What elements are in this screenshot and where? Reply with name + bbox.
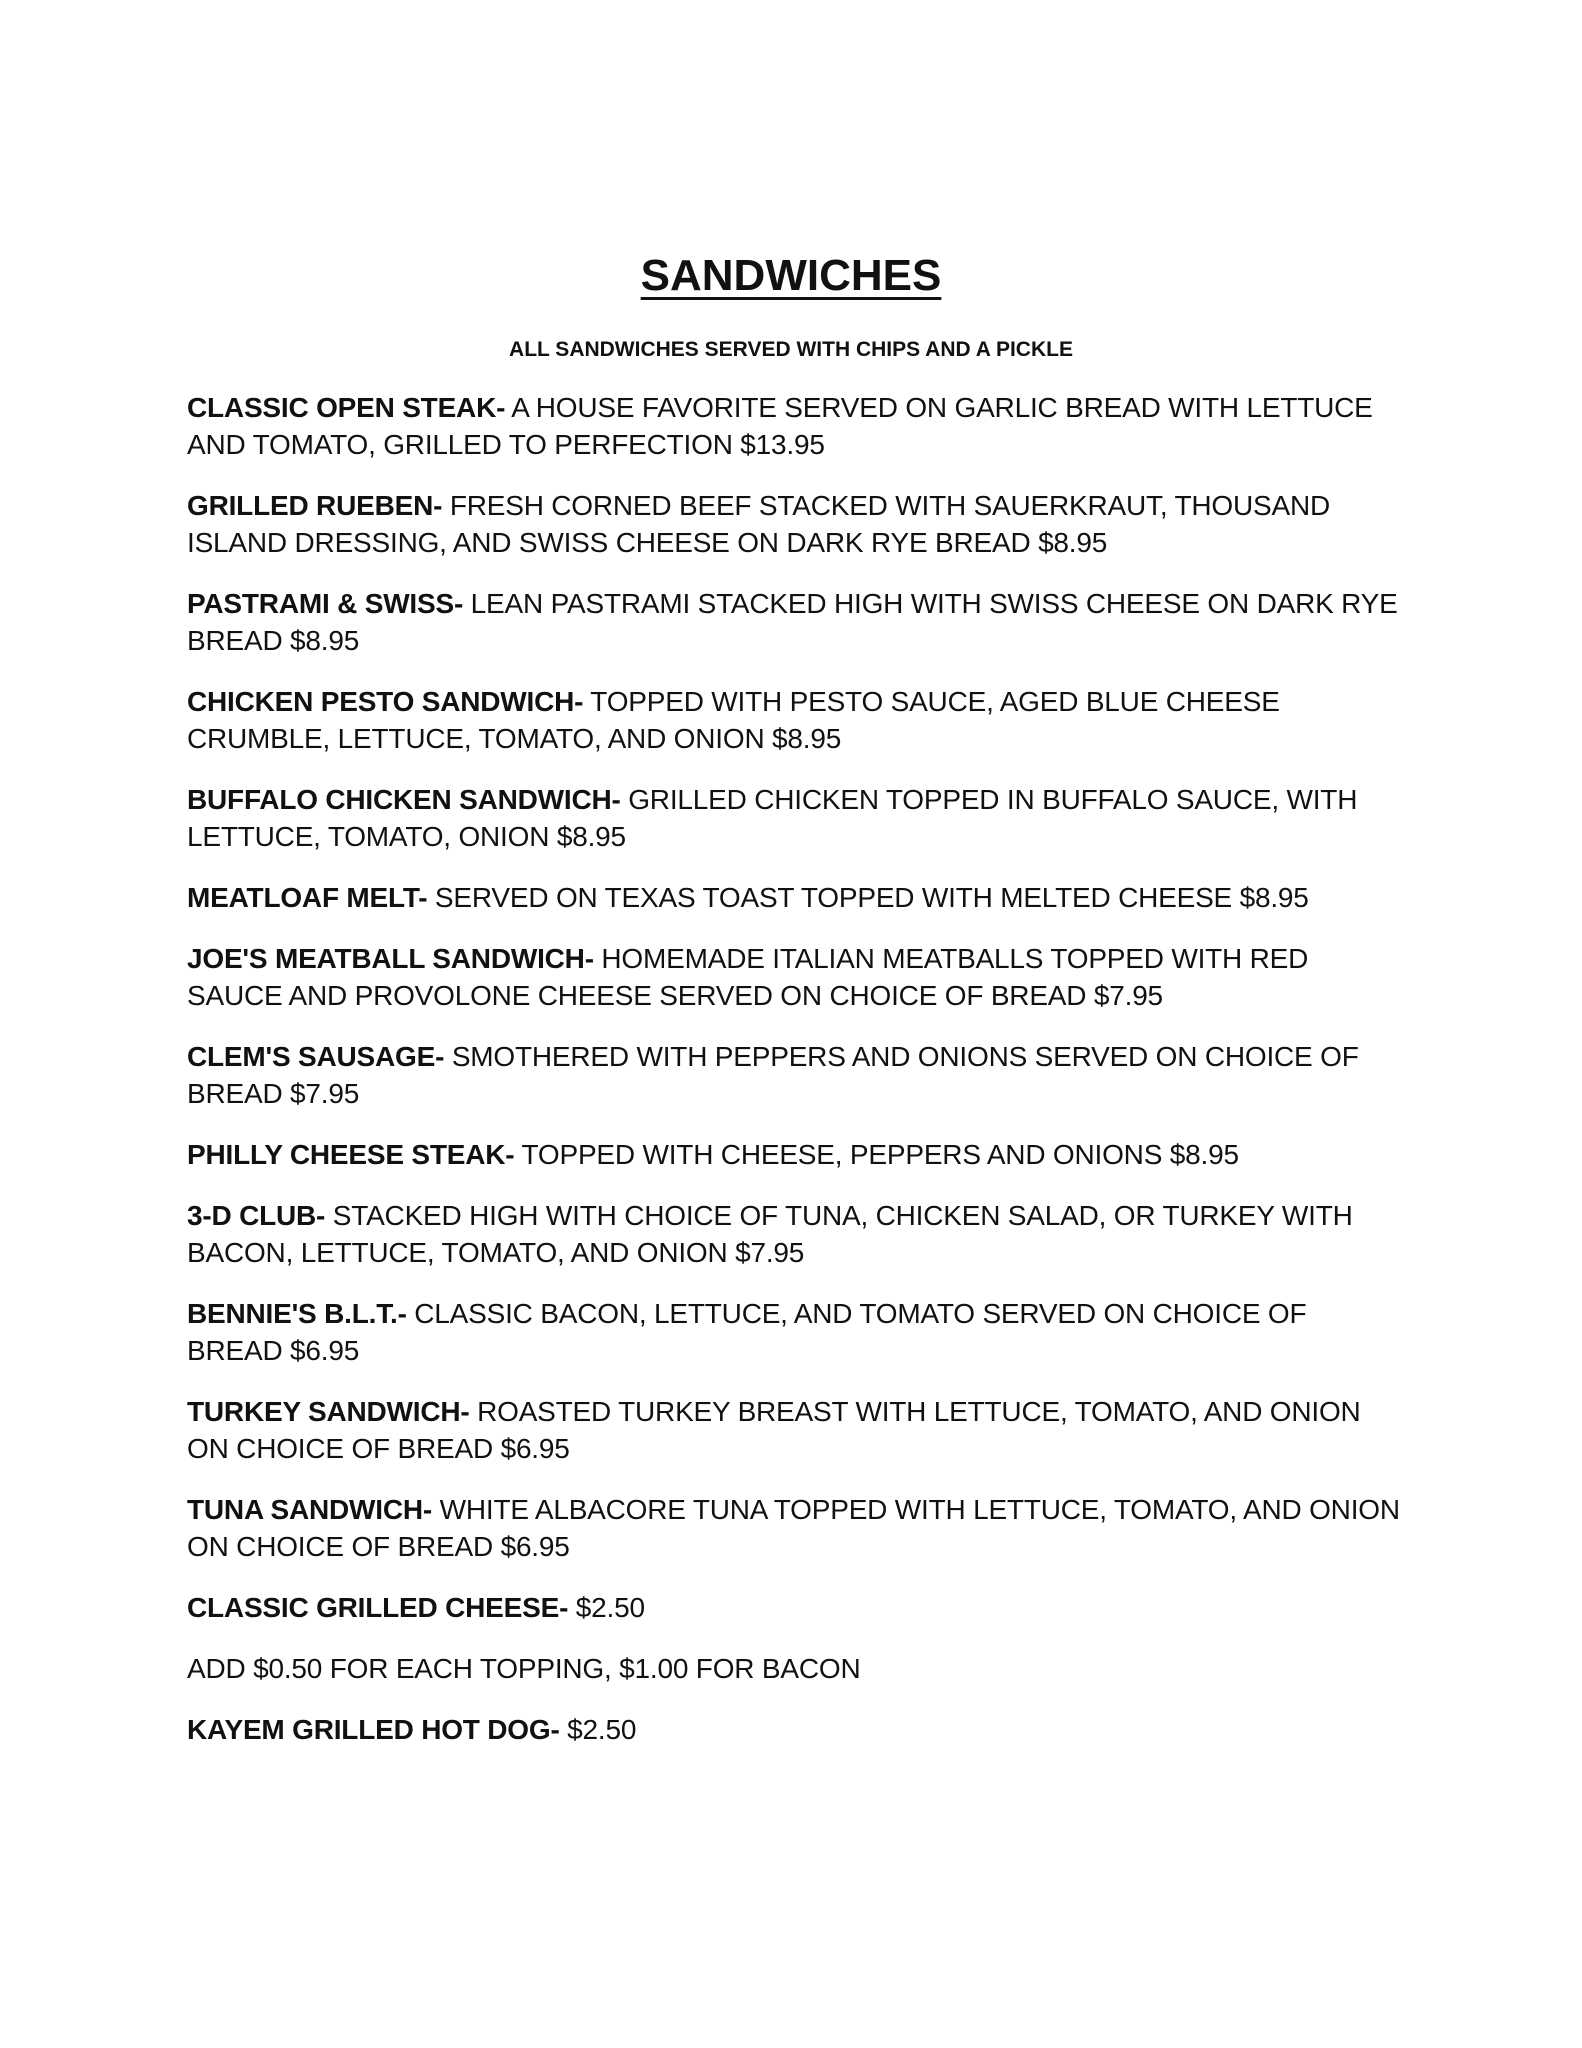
menu-item-classic-open-steak	[187, 389, 1402, 463]
menu-item-meatloaf-melt	[187, 879, 1402, 916]
item-description: HOMEMADE ITALIAN MEATBALLS TOPPED WITH RED SAUCE AND PROVOLONE CHEESE SERVED ON CHOICE OF BREAD $7.95	[187, 943, 1309, 1011]
item-description: LEAN PASTRAMI STACKED HIGH WITH SWISS CHEESE ON DARK RYE BREAD $8.95	[187, 588, 1398, 656]
item-description: TOPPED WITH CHEESE, PEPPERS AND ONIONS $8.95	[514, 1139, 1239, 1170]
menu-item-classic-grilled-cheese	[187, 1589, 1402, 1626]
menu-item-3d-club	[187, 1197, 1402, 1271]
menu-note-toppings	[187, 1650, 1402, 1687]
menu-item-grilled-rueben	[187, 487, 1402, 561]
item-description: $2.50	[568, 1592, 645, 1623]
menu-item-buffalo-chicken	[187, 781, 1402, 855]
item-description: SMOTHERED WITH PEPPERS AND ONIONS SERVED ON CHOICE OF BREAD $7.95	[187, 1041, 1359, 1109]
item-name: TUNA SANDWICH-	[187, 1494, 433, 1525]
item-description: ROASTED TURKEY BREAST WITH LETTUCE, TOMATO, AND ONION ON CHOICE OF BREAD $6.95	[187, 1396, 1361, 1464]
item-name: CHICKEN PESTO SANDWICH-	[187, 686, 584, 717]
item-name: PASTRAMI & SWISS-	[187, 588, 464, 619]
item-description: GRILLED CHICKEN TOPPED IN BUFFALO SAUCE, WITH LETTUCE, TOMATO, ONION $8.95	[187, 784, 1358, 852]
item-description: CLASSIC BACON, LETTUCE, AND TOMATO SERVED ON CHOICE OF BREAD $6.95	[187, 1298, 1307, 1366]
menu-item-philly-cheese-steak	[187, 1136, 1402, 1173]
item-name: CLASSIC OPEN STEAK-	[187, 392, 506, 423]
item-description: $2.50	[559, 1714, 637, 1745]
menu-item-bennies-blt	[187, 1295, 1402, 1369]
item-name: BUFFALO CHICKEN SANDWICH-	[187, 784, 621, 815]
menu-item-joes-meatball	[187, 940, 1402, 1014]
item-description: FRESH CORNED BEEF STACKED WITH SAUERKRAUT, THOUSAND ISLAND DRESSING, AND SWISS CHEESE ON DARK RYE BREAD $8.95	[187, 490, 1331, 558]
item-name: MEATLOAF MELT-	[187, 882, 428, 913]
item-description: A HOUSE FAVORITE SERVED ON GARLIC BREAD WITH LETTUCE AND TOMATO, GRILLED TO PERFECTION $13.95	[187, 392, 1373, 460]
item-name: 3-D CLUB-	[187, 1200, 326, 1231]
menu-item-list	[187, 389, 1402, 1772]
item-description: WHITE ALBACORE TUNA TOPPED WITH LETTUCE, TOMATO, AND ONION ON CHOICE OF BREAD $6.95	[187, 1494, 1400, 1562]
item-name: GRILLED RUEBEN-	[187, 490, 443, 521]
menu-item-chicken-pesto	[187, 683, 1402, 757]
item-name: PHILLY CHEESE STEAK-	[187, 1139, 515, 1170]
menu-item-turkey-sandwich	[187, 1393, 1402, 1467]
menu-item-kayem-hot-dog	[187, 1711, 1402, 1748]
item-description: TOPPED WITH PESTO SAUCE, AGED BLUE CHEESE CRUMBLE, LETTUCE, TOMATO, AND ONION $8.95	[187, 686, 1280, 754]
item-name: CLASSIC GRILLED CHEESE-	[187, 1592, 569, 1623]
menu-item-tuna-sandwich	[187, 1491, 1402, 1565]
page-subtitle: ALL SANDWICHES SERVED WITH CHIPS AND A PICKLE	[509, 338, 1073, 361]
item-description: STACKED HIGH WITH CHOICE OF TUNA, CHICKEN SALAD, OR TURKEY WITH BACON, LETTUCE, TOMATO, AND ONION $7.95	[187, 1200, 1353, 1268]
page-title: SANDWICHES	[640, 251, 942, 300]
menu-item-clems-sausage	[187, 1038, 1402, 1112]
menu-item-pastrami-swiss	[187, 585, 1402, 659]
item-name: CLEM'S SAUSAGE-	[187, 1041, 445, 1072]
item-name: TURKEY SANDWICH-	[187, 1396, 470, 1427]
item-name: BENNIE'S B.L.T.-	[187, 1298, 407, 1329]
item-name: JOE'S MEATBALL SANDWICH-	[187, 943, 594, 974]
item-description: ADD $0.50 FOR EACH TOPPING, $1.00 FOR BACON	[187, 1653, 861, 1684]
item-name: KAYEM GRILLED HOT DOG-	[187, 1714, 560, 1745]
item-description: SERVED ON TEXAS TOAST TOPPED WITH MELTED CHEESE $8.95	[427, 882, 1309, 913]
